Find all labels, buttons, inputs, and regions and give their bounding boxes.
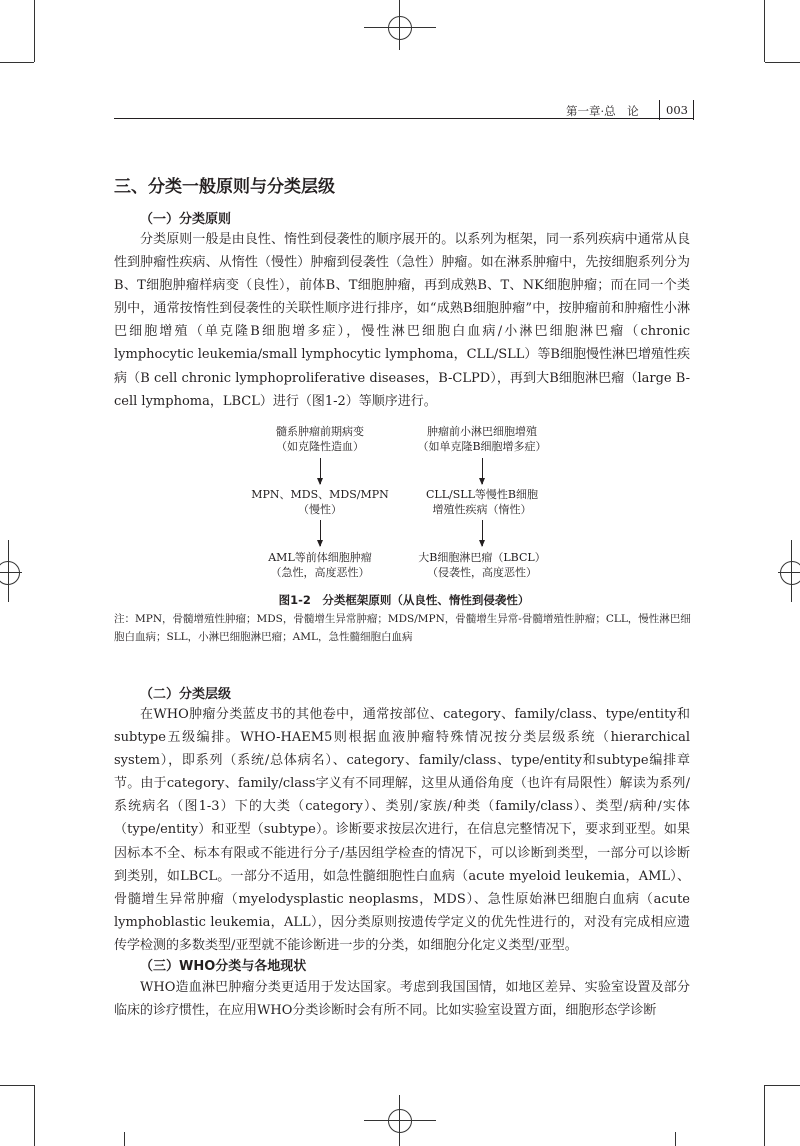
paragraph-status: WHO造血淋巴肿瘤分类更适用于发达国家。考虑到我国国情，如地区差异、实验室设置及部分临床的诊疗惯性，在应用WHO分类诊断时会有所不同。比如实验室设置方面，细胞形态学诊断 <box>114 980 690 1019</box>
figure-caption: 图1-2 分类框架原则（从良性、惰性到侵袭性） <box>278 593 530 607</box>
paragraph-principles: 分类原则一般是由良性、惰性到侵袭性的顺序展开的。以系列为框架，同一系列疾病中通常从良性到肿瘤性疾病、从惰性（慢性）肿瘤到侵袭性（急性）肿瘤。如在淋系肿瘤中，先按细胞系列分为B、T细胞肿瘤样病变（良性），前体B、T细胞肿瘤，再到成熟B、T、NK细胞肿瘤；而在同一个类别中，通常按惰性到侵袭性的关联性顺序进行排序，如“成熟B细胞肿瘤”中，按肿瘤前和肿瘤性小淋巴细胞增殖（单克隆B细胞增多症），慢性淋巴细胞白血病/小淋巴细胞淋巴瘤（chronic lymphocytic leukemia/small lymphocytic lymphoma，CLL/SLL）等B细胞慢性淋巴增殖性疾病（B cell chronic lymphoproliferative diseases，B-CLPD），再到大B细胞淋巴瘤（large B-cell lymphoma，LBCL）进行（图1-2）等顺序进行。 <box>114 232 690 409</box>
paragraph-hierarchy: 在WHO肿瘤分类蓝皮书的其他卷中，通常按部位、category、family/class、type/entity和subtype五级编排。WHO-HAEM5则根据血液肿瘤特殊情况按分类层级系统（hierarchical system），即系列（系统/总体病名）、category、family/class、type/entity和subtype编排章节。由于category、family/class字义有不同理解，这里从通俗角度（也许有局限性）解读为系列/系统病名（图1-3）下的大类（category）、类别/家族/种类（family/class）、类型/病种/实体（type/entity）和亚型（subtype）。诊断要求按层次进行，在信息完整情况下，要求到亚型。如果因标本不全、标本有限或不能进行分子/基因组学检查的情况下，可以诊断到类型，一部分可以诊断到类别，如LBCL。一部分不适用，如急性髓细胞性白血病（acute myeloid leukemia，AML）、骨髓增生异常肿瘤（myelodysplastic neoplasms，MDS）、急性原始淋巴细胞白血病（acute lymphoblastic leukemia，ALL），因分类原则按遗传学定义的优先性进行的，对没有完成相应遗传学检测的多数类型/亚型就不能诊断进一步的分类，如细胞分化定义类型/亚型。 <box>114 707 690 953</box>
subsection-title-principles: （一）分类原则 <box>140 212 232 227</box>
node-mpn-mds: MPN、MDS、MDS/MPN （慢性） <box>251 488 389 516</box>
figure-diagram <box>114 424 694 582</box>
arrow-left-1 <box>320 458 321 484</box>
node-myeloid-preneoplastic: 髓系肿瘤前期病变 （如克隆性造血） <box>276 425 364 453</box>
node-preneoplastic-lymphocyte: 肿瘤前小淋巴细胞增殖 （如单克隆B细胞增多症） <box>417 425 547 453</box>
header-separator-right <box>693 100 694 120</box>
section-title: 三、分类一般原则与分类层级 <box>114 177 335 197</box>
node-lbcl: 大B细胞淋巴瘤（LBCL） （侵袭性，高度恶性） <box>418 551 546 579</box>
subsection-title-status: （三）WHO分类与各地现状 <box>140 959 307 974</box>
subsection-title-hierarchy: （二）分类层级 <box>140 687 232 702</box>
page-number: 003 <box>666 103 688 117</box>
node-cll-sll: CLL/SLL等慢性B细胞 增殖性疾病（惰性） <box>426 488 538 516</box>
arrow-left-2 <box>320 520 321 546</box>
node-aml: AML等前体细胞肿瘤 （急性，高度恶性） <box>268 551 372 579</box>
arrow-right-1 <box>482 458 483 484</box>
figure-note: 注：MPN，骨髓增殖性肿瘤；MDS，骨髓增生异常肿瘤；MDS/MPN，骨髓增生异常-骨髓增殖性肿瘤；CLL，慢性淋巴细胞白血病；SLL，小淋巴细胞淋巴瘤；AML，急性髓细胞白血病 <box>114 613 691 643</box>
arrow-right-2 <box>482 520 483 546</box>
chapter-title: 第一章·总 论 <box>566 104 639 118</box>
header-separator <box>659 100 660 120</box>
